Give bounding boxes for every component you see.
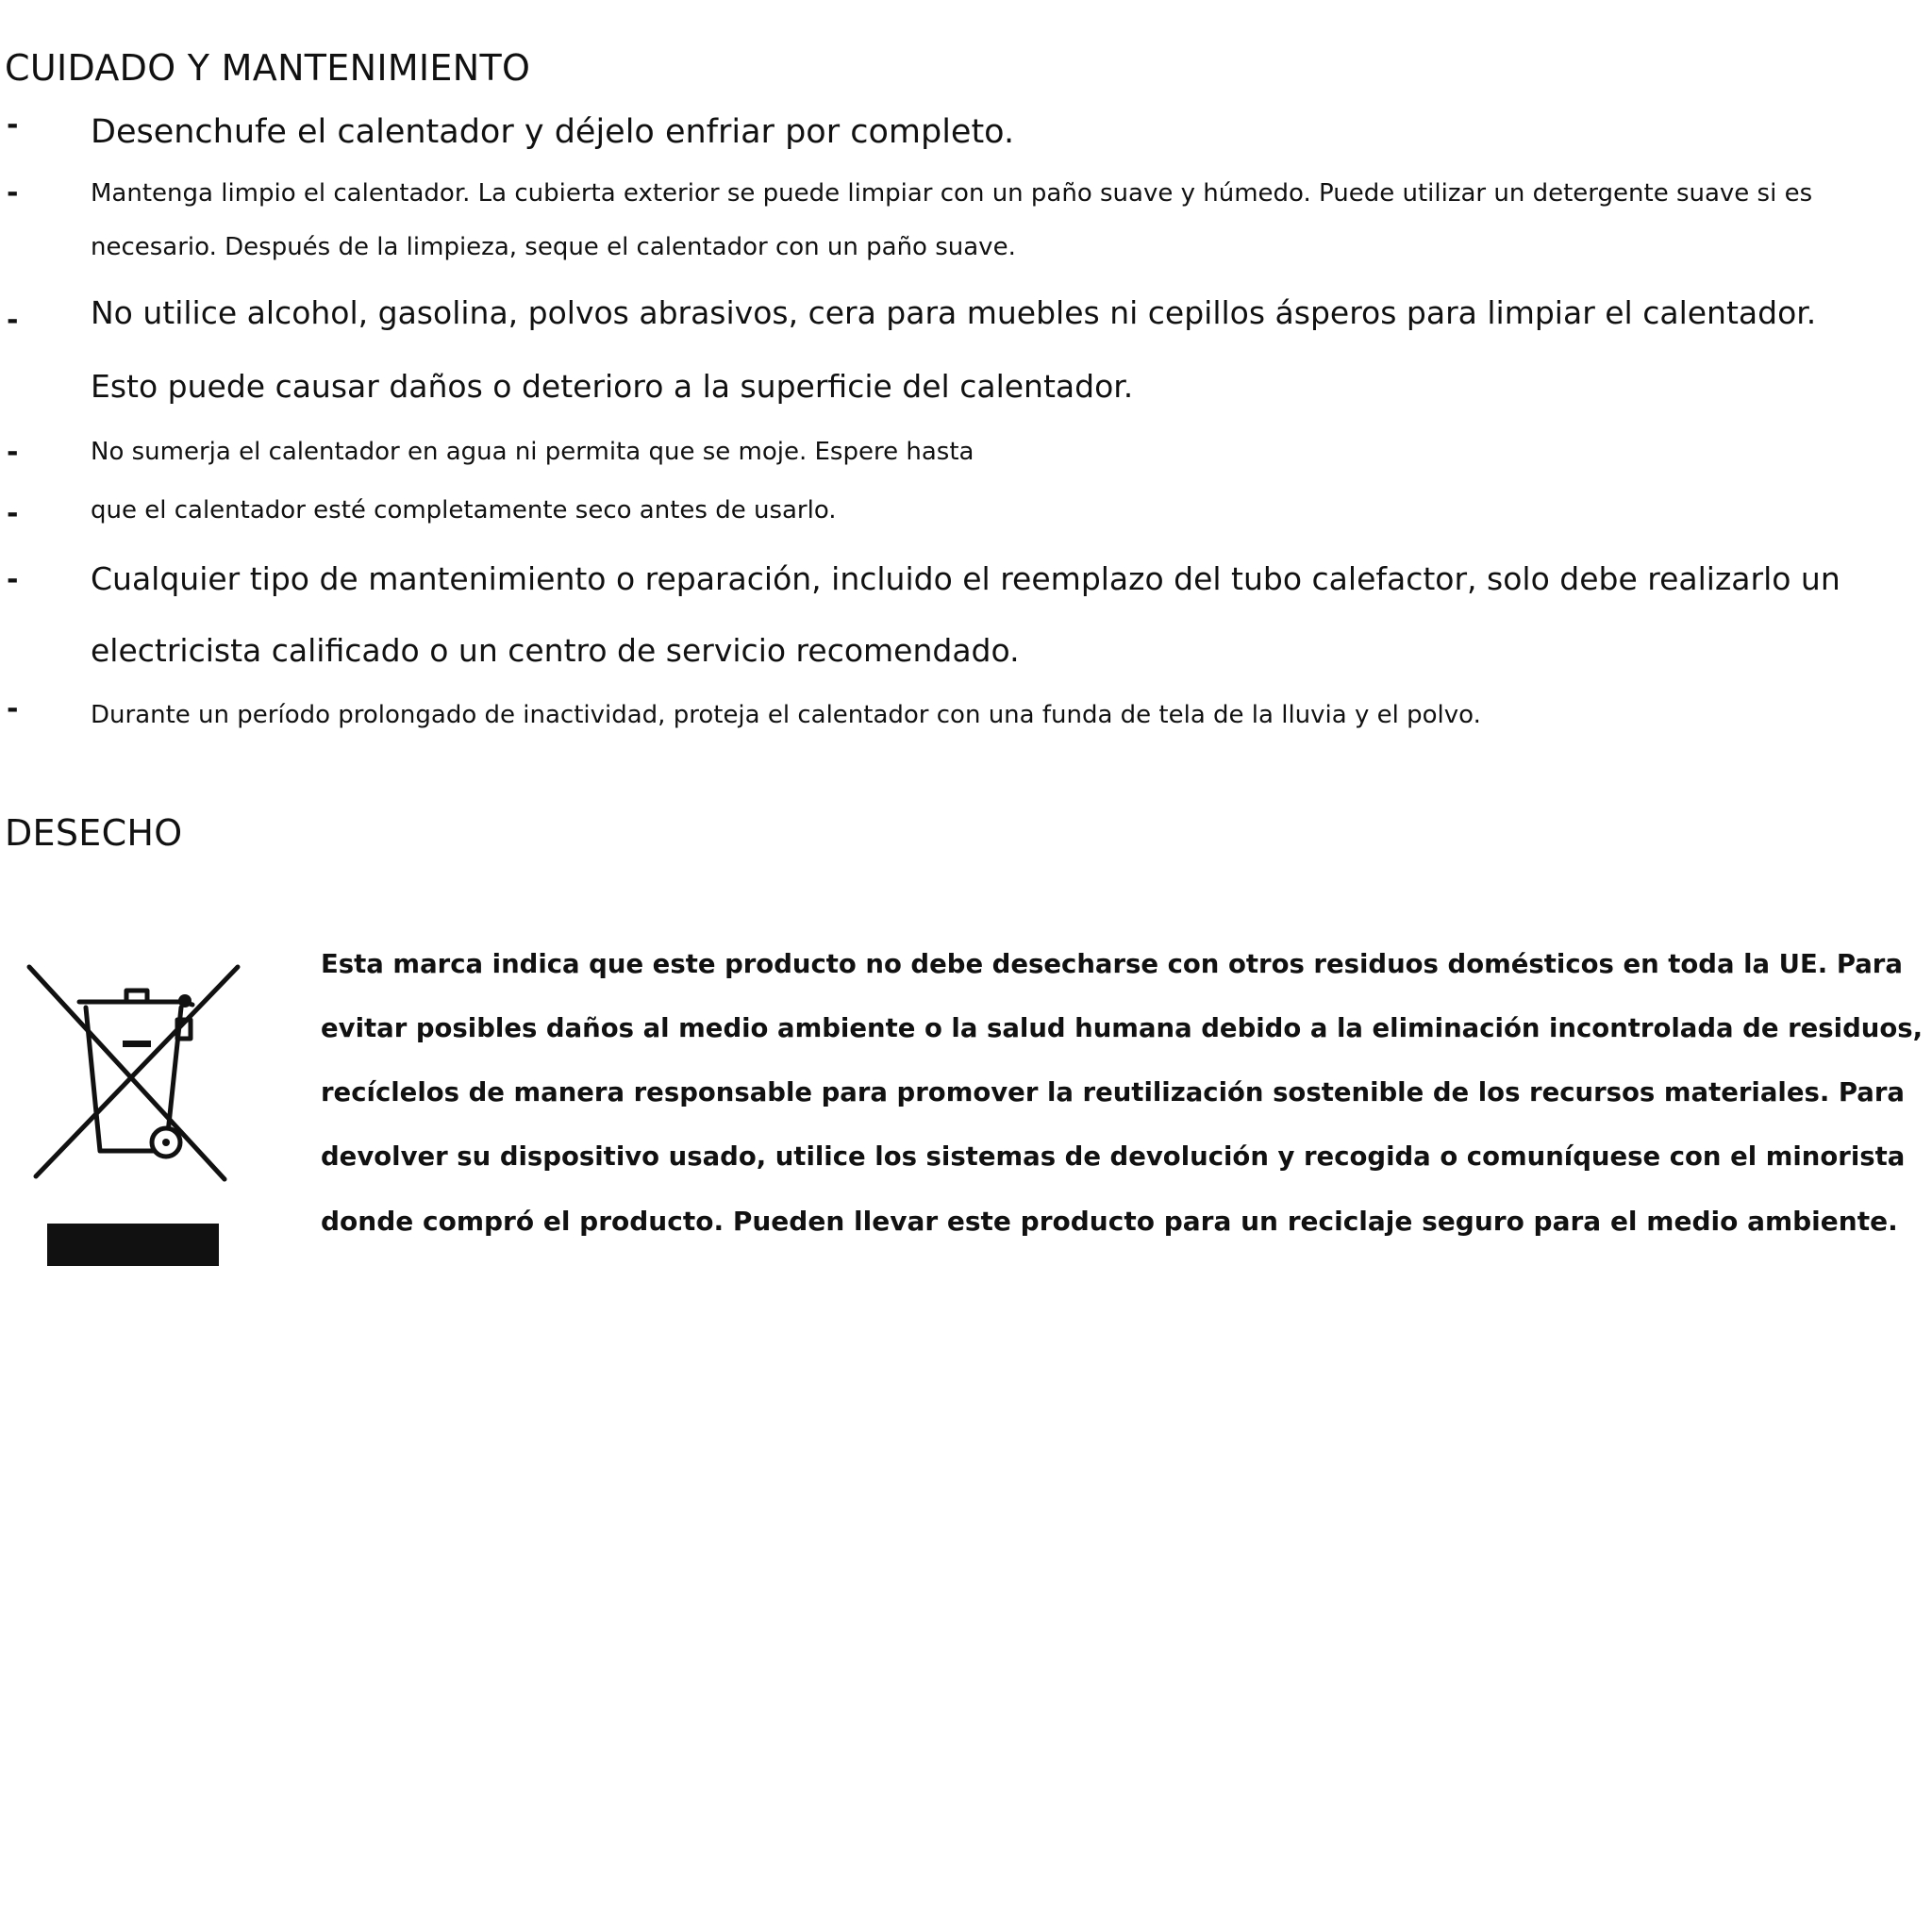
bullet-dash: - [7, 692, 19, 725]
care-line: electricista calificado o un centro de servicio recomendado. [91, 632, 1020, 669]
bullet-dash: - [7, 108, 19, 142]
disposal-line: Esta marca indica que este producto no debe desecharse con otros residuos domésticos en toda la UE. Para [321, 949, 1903, 979]
care-line: Durante un período prolongado de inactividad, proteja el calentador con una funda de tela de la lluvia y el polvo. [91, 701, 1481, 729]
bullet-dash: - [7, 436, 19, 469]
bullet-dash: - [7, 176, 19, 209]
care-line: No sumerja el calentador en agua ni permita que se moje. Espere hasta [91, 438, 974, 466]
bullet-dash: - [7, 563, 19, 596]
disposal-line: devolver su dispositivo usado, utilice los sistemas de devolución y recogida o comuníquese con el minorista [321, 1141, 1906, 1172]
care-line: Esto puede causar daños o deterioro a la superficie del calentador. [91, 368, 1134, 405]
bullet-dash: - [7, 304, 19, 337]
care-heading: CUIDADO Y MANTENIMIENTO [5, 47, 531, 89]
care-line: Mantenga limpio el calentador. La cubierta exterior se puede limpiar con un paño suave y húmedo. Puede utilizar un detergente suave si es [91, 179, 1813, 208]
care-line: No utilice alcohol, gasolina, polvos abrasivos, cera para muebles ni cepillos ásperos para limpiar el calentador. [91, 294, 1817, 331]
disposal-line: recíclelos de manera responsable para promover la reutilización sostenible de los recursos materiales. Para [321, 1077, 1905, 1108]
bullet-dash: - [7, 497, 19, 530]
care-line: que el calentador esté completamente seco antes de usarlo. [91, 496, 837, 525]
care-line: necesario. Después de la limpieza, seque el calentador con un paño suave. [91, 233, 1016, 261]
crossed-out-wheelie-bin-icon [25, 958, 242, 1269]
disposal-line: evitar posibles daños al medio ambiente o la salud humana debido a la eliminación incontrolada de residuos, [321, 1013, 1924, 1043]
disposal-heading: DESECHO [5, 812, 183, 854]
care-line: Cualquier tipo de mantenimiento o reparación, incluido el reemplazo del tubo calefactor, solo debe realizarlo un [91, 560, 1840, 597]
care-line: Desenchufe el calentador y déjelo enfriar por completo. [91, 113, 1015, 151]
disposal-line: donde compró el producto. Pueden llevar este producto para un reciclaje seguro para el medio ambiente. [321, 1206, 1898, 1237]
